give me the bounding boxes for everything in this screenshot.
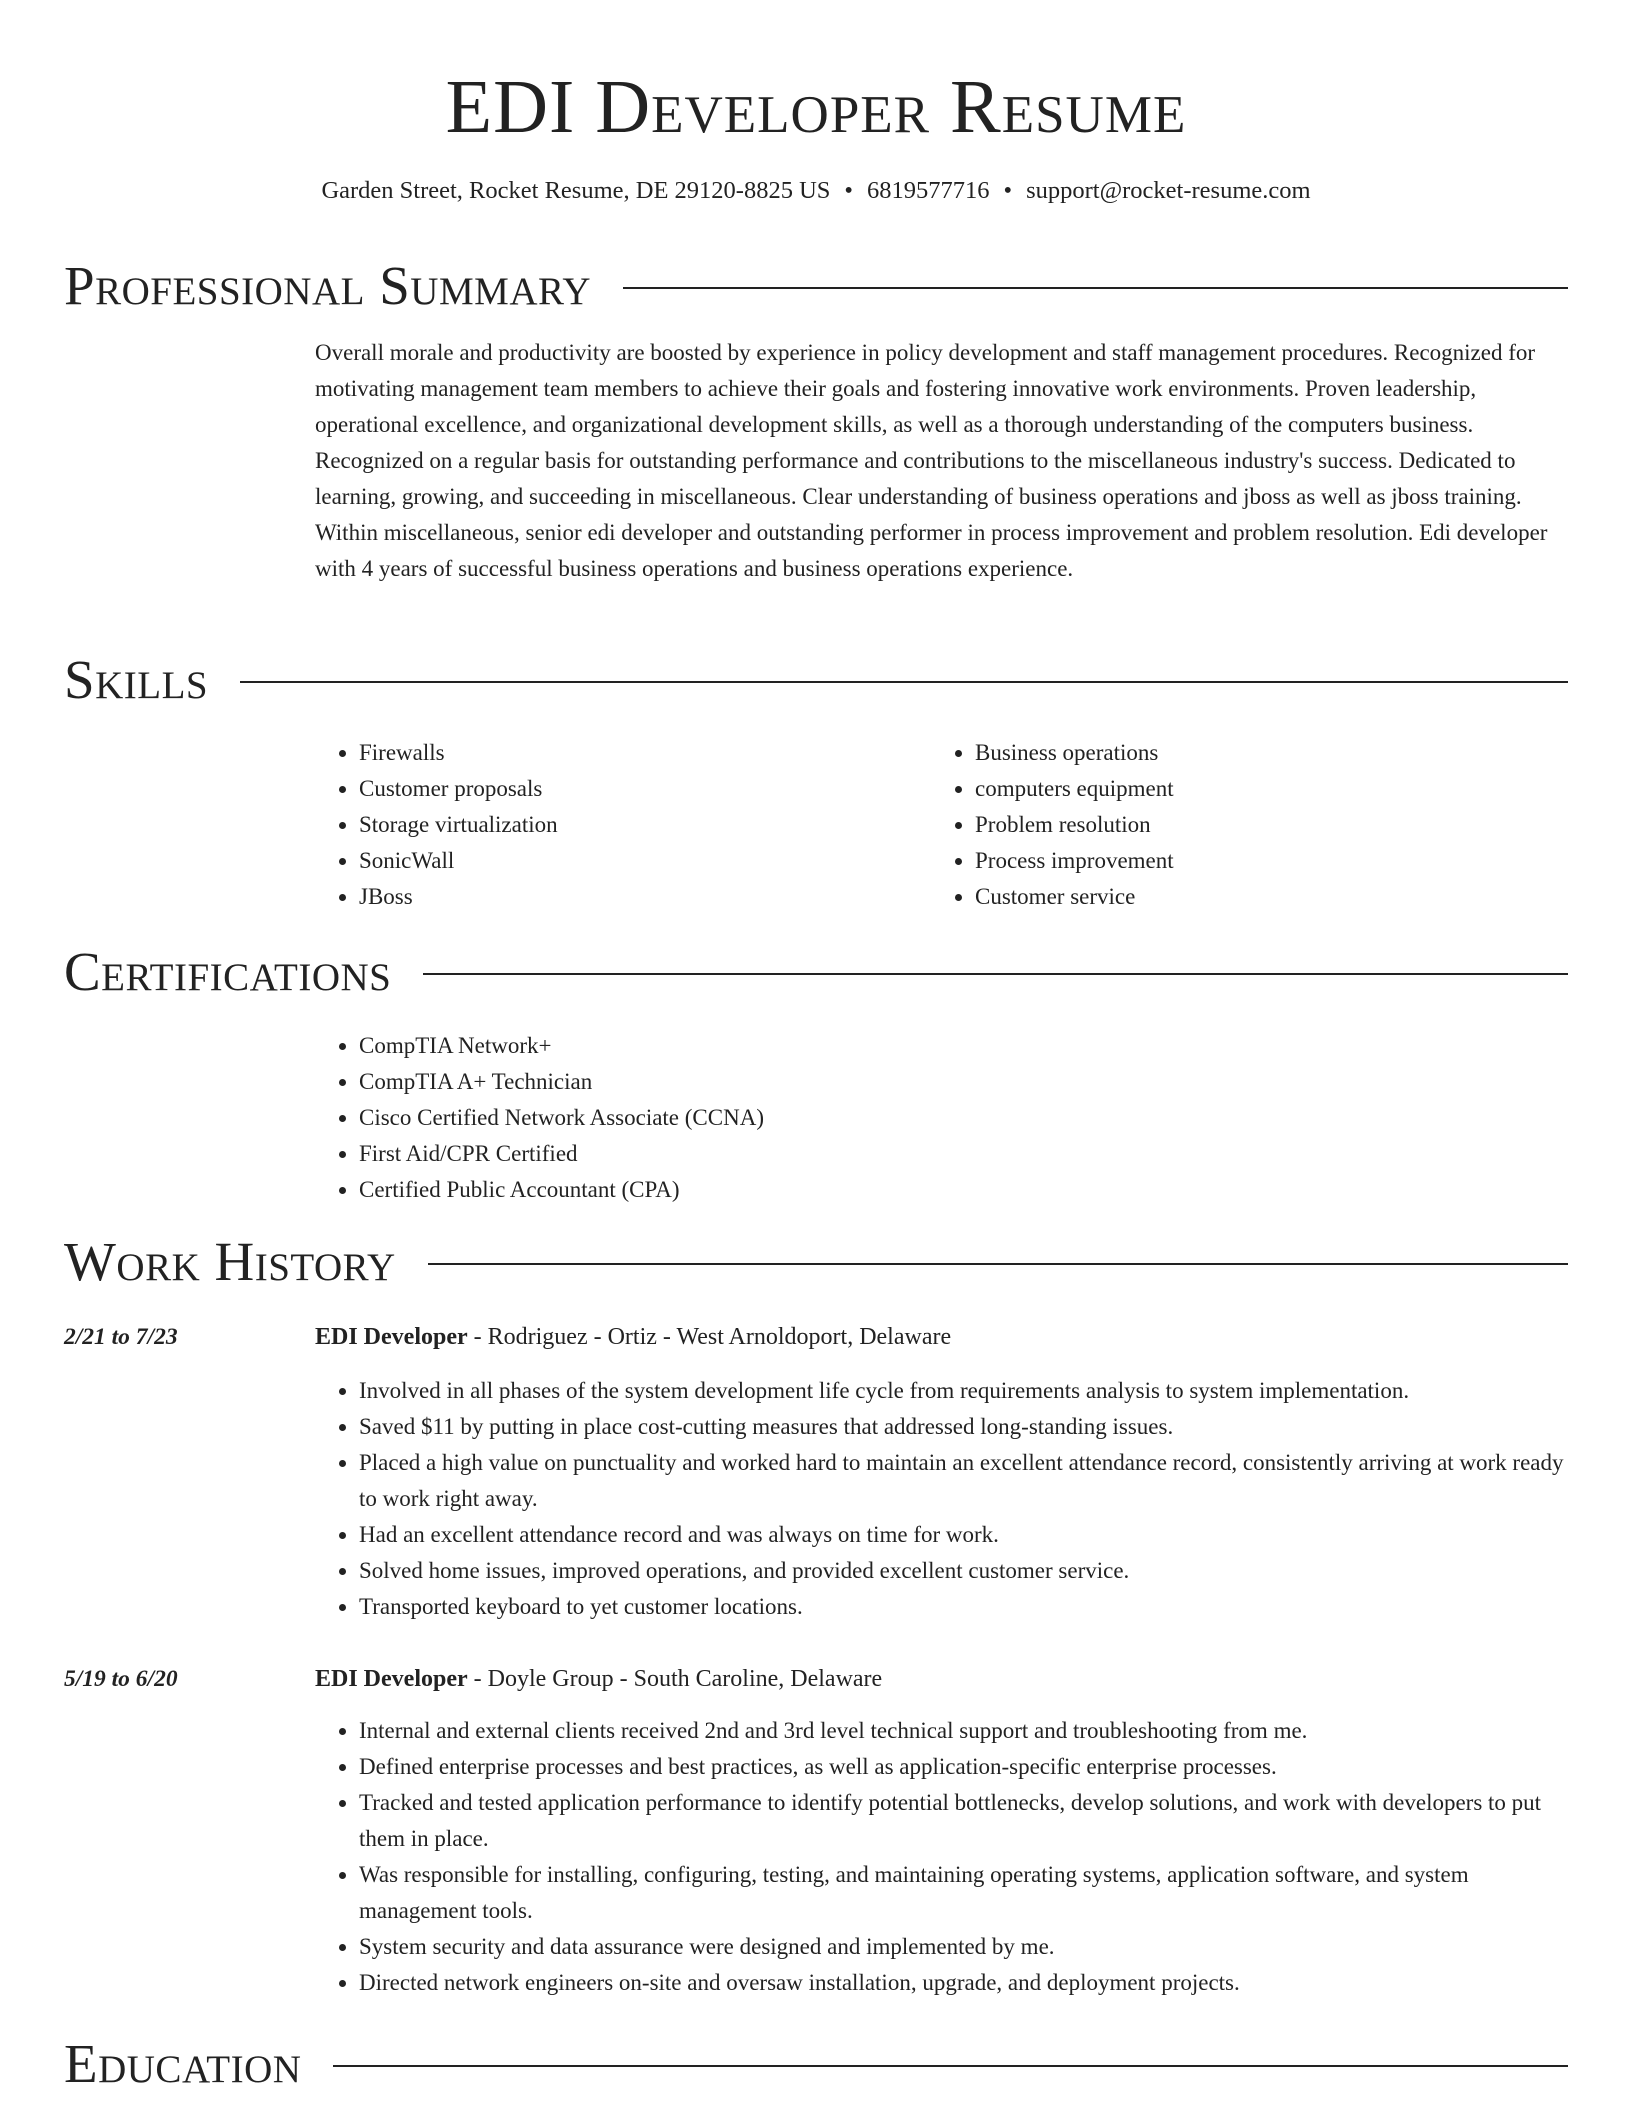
resume-title: EDI Developer Resume — [445, 65, 1187, 149]
skill-item: • Business operations — [975, 735, 1547, 771]
skill-item: • Problem resolution — [975, 807, 1547, 843]
summary-body — [315, 335, 1568, 587]
skills-list — [315, 735, 1568, 915]
job-bullet: • Solved home issues, improved operations, and provided excellent customer service. — [359, 1553, 1568, 1589]
certifications-section-header — [64, 940, 1568, 1004]
job-title: EDI Developer — [315, 1666, 468, 1692]
job-bullet: • Directed network engineers on-site and oversaw installation, upgrade, and deployment projects. — [359, 1965, 1568, 2001]
skills-heading: Skills — [64, 649, 209, 710]
job-bullet: • Tracked and tested application performance to identify potential bottlenecks, develop solutions, and work with developers to put them in place. — [359, 1785, 1568, 1857]
summary-section-header — [64, 254, 1568, 318]
education-section-header — [64, 2032, 1568, 2096]
section-divider — [333, 2065, 1568, 2067]
job-employer: - Rodriguez - Ortiz - West Arnoldoport, Delaware — [467, 1324, 952, 1350]
job-bullet: • Had an excellent attendance record and was always on time for work. — [359, 1517, 1568, 1553]
skill-item: • Firewalls — [359, 735, 931, 771]
job-bullet: • Placed a high value on punctuality and worked hard to maintain an excellent attendance record, consistently arriving at work ready to work right away. — [359, 1445, 1568, 1517]
contact-line — [0, 174, 1632, 208]
contact-separator: • — [844, 177, 853, 204]
job-bullet: • Transported keyboard to yet customer locations. — [359, 1589, 1568, 1625]
job-bullet: • Was responsible for installing, configuring, testing, and maintaining operating systems, application software, and system management tools. — [359, 1857, 1568, 1929]
certifications-list — [315, 1028, 1568, 1208]
skills-column-right — [931, 735, 1547, 915]
work-heading: Work History — [64, 1231, 396, 1292]
skills-column-left — [315, 735, 931, 915]
job-bullet: • Saved $11 by putting in place cost-cutting measures that addressed long-standing issues. — [359, 1409, 1568, 1445]
job-bullet: • Involved in all phases of the system development life cycle from requirements analysis to system implementation. — [359, 1373, 1568, 1409]
contact-address: Garden Street, Rocket Resume, DE 29120-8825 US — [321, 177, 831, 204]
skill-item: • Process improvement — [975, 843, 1547, 879]
job-responsibilities — [315, 1713, 1568, 2001]
section-divider — [240, 681, 1568, 683]
job-bullet: • Internal and external clients received 2nd and 3rd level technical support and troubleshooting from me. — [359, 1713, 1568, 1749]
contact-phone: 6819577716 — [866, 177, 990, 204]
job-dates: 5/19 to 6/20 — [64, 1666, 178, 1692]
section-divider — [423, 973, 1568, 975]
job-bullet: • System security and data assurance were designed and implemented by me. — [359, 1929, 1568, 1965]
section-divider — [428, 1263, 1568, 1265]
summary-text: Overall morale and productivity are boosted by experience in policy development and staff management procedures. Recognized for motivating management team members to achieve their goals and fostering innovative work environments. Proven leadership, operational excellence, and organizational development skills, as well as a thorough understanding of the computers business. Recognized on a regular basis for outstanding performance and contributions to the miscellaneous industry's success. Dedicated to learning, growing, and succeeding in miscellaneous. Clear understanding of business operations and jboss as well as jboss training. Within miscellaneous, senior edi developer and outstanding performer in process improvement and problem resolution. Edi developer with 4 years of successful business operations and business operations experience. — [315, 340, 1548, 581]
certification-item: • CompTIA A+ Technician — [359, 1064, 1568, 1100]
job-dates: 2/21 to 7/23 — [64, 1324, 178, 1350]
education-heading: Education — [64, 2033, 302, 2094]
job-heading — [315, 1661, 1568, 1697]
skill-item: • Storage virtualization — [359, 807, 931, 843]
job-responsibilities — [315, 1373, 1568, 1625]
certification-item: • CompTIA Network+ — [359, 1028, 1568, 1064]
skill-item: • JBoss — [359, 879, 931, 915]
certification-item: • Certified Public Accountant (CPA) — [359, 1172, 1568, 1208]
skill-item: • Customer service — [975, 879, 1547, 915]
skill-item: • Customer proposals — [359, 771, 931, 807]
job-bullet: • Defined enterprise processes and best practices, as well as application-specific enterprise processes. — [359, 1749, 1568, 1785]
contact-email: support@rocket-resume.com — [1026, 177, 1311, 204]
certification-item: • Cisco Certified Network Associate (CCNA) — [359, 1100, 1568, 1136]
work-section-header — [64, 1230, 1568, 1294]
section-divider — [623, 287, 1568, 289]
summary-heading: Professional Summary — [64, 255, 592, 316]
job-employer: - Doyle Group - South Caroline, Delaware — [467, 1666, 883, 1692]
certification-item: • First Aid/CPR Certified — [359, 1136, 1568, 1172]
contact-separator: • — [1003, 177, 1013, 204]
certifications-heading: Certifications — [64, 941, 392, 1002]
skill-item: • computers equipment — [975, 771, 1547, 807]
job-heading — [315, 1319, 1568, 1355]
skills-section-header — [64, 648, 1568, 712]
job-title: EDI Developer — [315, 1324, 468, 1350]
skill-item: • SonicWall — [359, 843, 931, 879]
